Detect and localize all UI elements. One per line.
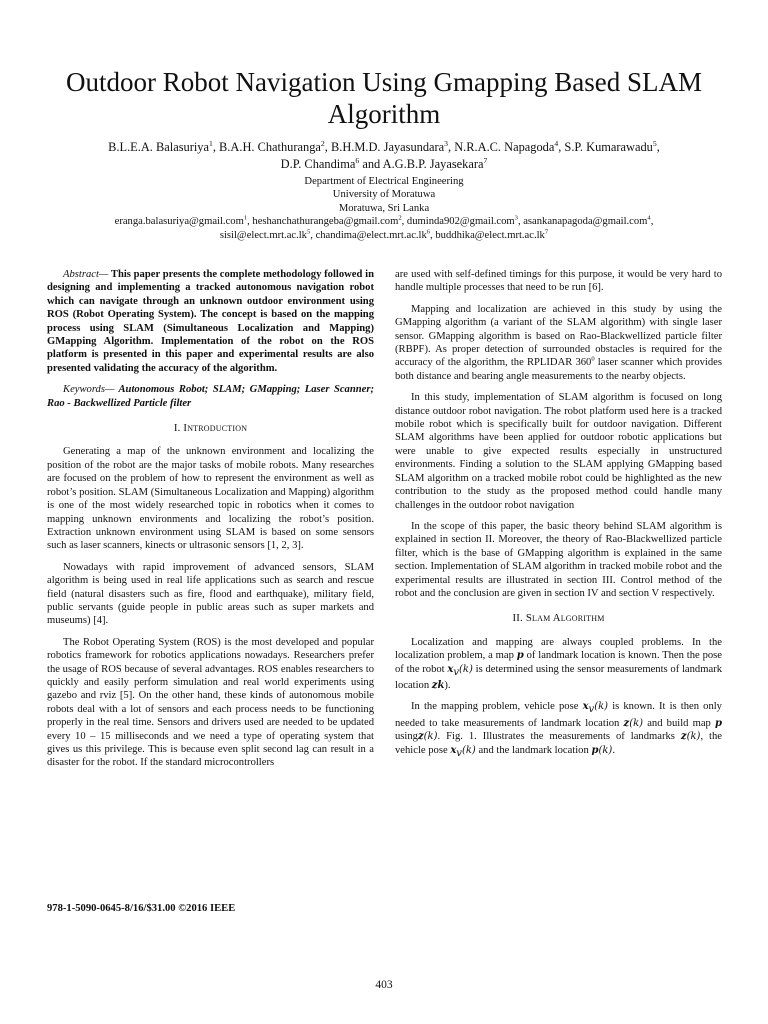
keywords: Keywords— Autonomous Robot; SLAM; GMapping; Laser Scanner; Rao - Backwellized Particle filter [47,384,374,409]
author: A.G.B.P. Jayasekara [382,157,484,171]
affiliation-block [30,175,738,242]
left-column [47,268,374,778]
city: Moratuwa, Sri Lanka [338,202,430,214]
section-heading-introduction: I. Introduction [173,422,248,435]
paragraph: The Robot Operating System (ROS) is the most developed and popular robotics framework for robotics applications nowadays. Researchers prefer the usage of ROS because of several advantages. ROS enables researchers to quickly and easily perform simulation and real world experiments using gazebo and rviz [5]. On the other hand, these kinds of autonomous mobile robots deal with a lot of sensors and each process needs to be functioning properly in the real time. Sensors and drivers used are needed to be updated every 10 – 15 milliseconds and we need a type of operating system that gives us this privilege. This is because even split second lag can result in a disaster for the robot. If the standard microcontrollers [47,636,374,769]
author-list: B.L.E.A. Balasuriya$^1$, B.A.H. Chathuranga$^2$, B.H.M.D. Jayasundara$^3$, N.R.A.C. Napagoda$^4$, S.P. Kumarawadu$^5$, D.P. Chandima$^6$ and A.G.B.P. Jayasekara$^7$ [108,138,660,171]
paragraph: In the mapping problem, vehicle pose $x_v(k)$ is known. It is then only needed to take measurements of landmark location z(k) and build map p usingz(k). Fig. 1. Illustrates the measurements of landmarks z(k), the vehicle pose $x_v(k)$ and the landmark location p(k). [395,701,723,759]
paragraph: Mapping and localization are achieved in this study by using the GMapping algorithm (a variant of the SLAM algorithm) with single laser sensor. GMapping algorithm is based on Rao-Blackwellized particle filter (RBPF). As proper detection of surrounded obstacles is required for the accuracy of the algorithm, the RPLIDAR $360^0$ laser scanner which provides both distance and bearing angle measurements to the nearby objects. [395,303,722,382]
paragraph: In this study, implementation of SLAM algorithm is focused on long distance outdoor robot navigation. The robot platform used here is a tracked mobile robot which is specifically built for outdoor navigation. Different SLAM algorithms have been applied for outdoor robotic applications but were unable to give expected results especially in unstructured environments. Finding a solution to the SLAM applying GMapping based SLAM algorithm on a tracked mobile robot could be highlighted as the new contribution to the study as the proposed method could handle many challenges in the outdoor robot navigation [395,392,722,511]
author: D.P. Chandima [280,157,356,171]
copyright-footer: 978-1-5090-0645-8/16/$31.00 ©2016 IEEE [47,903,236,914]
paragraph: Nowadays with rapid improvement of advanced sensors, SLAM algorithm is being used in real life applications such as search and rescue field (natural disasters such as fire, flood and earthquake), military field, public servants (guide people in public areas such as super markets and museums) [4]. [47,561,374,627]
paragraph: are used with self-defined timings for this purpose, it would be very hard to handle multiple processes that need to be run [6]. [395,269,722,294]
paragraph: Generating a map of the unknown environment and localizing the position of the robot are the major tasks of mobile robots. Many researches are focused on the problem of how to represent the environment as well as robot’s position. SLAM (Simultaneous Localization and Mapping) algorithm is one of the most widely researched topic in robotics when it comes to mapping unknown environments and localizing the robot’s position. Extraction unknown environment using SLAM is based on some sensors such as laser scanners, kinects or ultrasonic sensors [1, 2, 3]. [47,446,374,552]
author: B.L.E.A. Balasuriya [108,140,209,154]
abstract: Abstract— This paper presents the complete methodology followed in designing and implementing a tracked autonomous navigation robot which can navigate through an unknown outdoor environment using ROS (Robot Operating System). The concept is based on the mapping process using SLAM (Simultaneous Localization and Mapping) GMapping Algorithm. Implementation of the robot on the ROS platform is presented in this paper and experimental results are also presented validating the accuracy of the algorithm. [47,269,374,374]
email-line-1: eranga.balasuriya@gmail.com$^1$, heshanchathurangeba@gmail.com$^2$, duminda902@gmail.com$^3$, asankanapagoda@gmail.com$^4$, [114,214,654,228]
department: Department of Electrical Engineering [304,176,464,187]
author: S.P. Kumarawadu [564,140,653,154]
author: B.A.H. Chathuranga [219,140,321,154]
right-column [395,268,722,768]
paper-title: Outdoor Robot Navigation Using Gmapping Based SLAM Algorithm [66,67,702,129]
university: University of Moratuwa [332,189,436,201]
email-line-2: $sisil@elect.mrt.ac.lk^5$, $chandima@elect.mrt.ac.lk^6$, $buddhika@elect.mrt.ac.lk^7$ [219,228,549,241]
paragraph: In the scope of this paper, the basic theory behind SLAM algorithm is explained in section II. Moreover, the theory of Rao-Blackwellized particle filter, which is the base of GMapping algorithm is explained in the same section. Implementation of SLAM algorithm in tracked mobile robot and the experimental results are illustrated in section III. Control method of the robot and the conclusion are given in section IV and section V respectively. [395,520,722,599]
author: N.R.A.C. Napagoda [454,140,555,154]
author: B.H.M.D. Jayasundara [330,140,445,154]
paragraph: Localization and mapping are always coupled problems. In the localization problem, a map p of landmark location is known. Then the pose of the robot $x_v(k)$ is determined using the sensor measurements of landmark location zk). [395,636,723,692]
page-number: 403 [375,979,393,991]
section-heading-slam: II. Slam Algorithm [512,612,605,625]
